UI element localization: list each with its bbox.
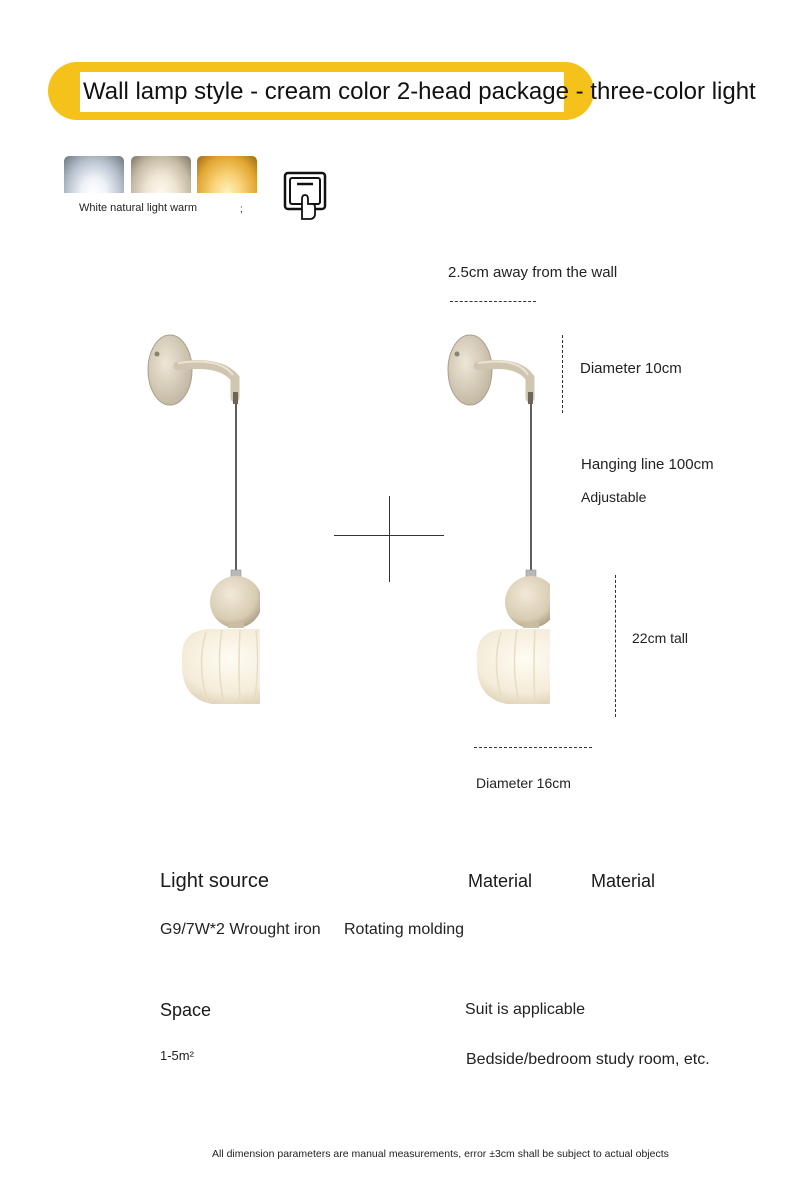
base-diameter-label: Diameter 10cm <box>580 360 682 377</box>
white-light-swatch <box>64 156 124 193</box>
wall-distance-dashes <box>450 301 536 302</box>
natural-light-swatch <box>131 156 191 193</box>
space-value: 1-5m² <box>160 1048 194 1063</box>
touch-switch-icon <box>283 171 327 221</box>
wall-distance-label: 2.5cm away from the wall <box>448 264 618 281</box>
wall-lamp-right <box>430 330 550 730</box>
plus-sign-vertical <box>389 496 390 582</box>
warm-light-swatch <box>197 156 257 193</box>
measurement-disclaimer: All dimension parameters are manual measurements, error ±3cm shall be subject to actual objects <box>212 1148 669 1160</box>
shade-diameter-label: Diameter 16cm <box>476 775 571 791</box>
light-colors-caption: White natural light warm <box>79 202 197 214</box>
hanging-line-label: Hanging line 100cm <box>581 456 714 473</box>
shade-diameter-dashes <box>474 747 592 748</box>
material-heading-2: Material <box>591 871 656 891</box>
height-label: 22cm tall <box>632 630 689 646</box>
material-value: Rotating molding <box>344 921 465 938</box>
base-diameter-dashes <box>562 335 563 413</box>
height-dashes <box>615 575 616 717</box>
wall-lamp-left <box>140 330 260 730</box>
light-source-heading: Light source <box>160 870 269 892</box>
suit-value: Bedside/bedroom study room, etc. <box>466 1051 710 1068</box>
suit-heading: Suit is applicable <box>465 1001 586 1018</box>
material-heading-1: Material <box>468 871 533 891</box>
adjustable-label: Adjustable <box>581 489 647 505</box>
space-heading: Space <box>160 1000 212 1020</box>
light-source-value: G9/7W*2 Wrought iron <box>160 921 321 938</box>
page-title: Wall lamp style - cream color 2-head package - three-color light <box>83 78 756 105</box>
caption-mark: ; <box>240 204 243 215</box>
